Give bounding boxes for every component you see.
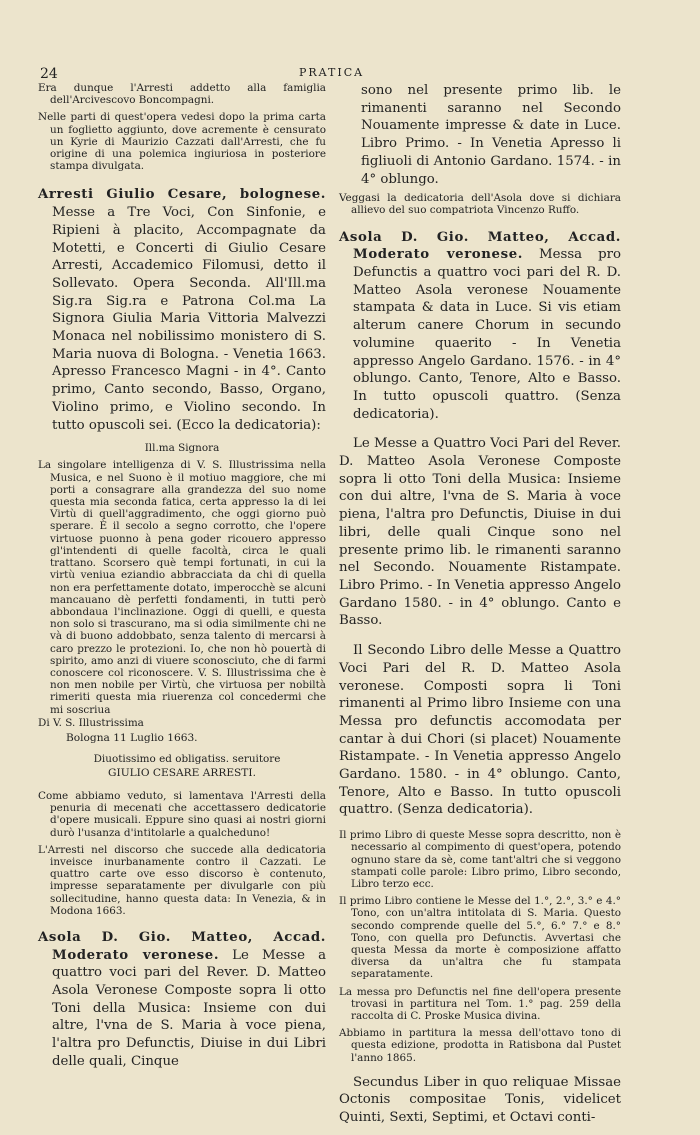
entry-heading: Asola D. Gio. Matteo, Accad. Moderato veronese. <box>339 229 621 263</box>
entry-heading: Asola D. Gio. Matteo, Accad. Moderato veronese. <box>38 929 326 963</box>
catalog-entry: Secundus Liber in quo reliquae Missae Octonis compositae Tonis, videlicet Quinti, Sexti, Septimi, et Octavi conti- <box>339 1074 621 1126</box>
note: Il primo Libro contiene le Messe del 1.°, 2.°, 3.° e 4.° Tono, con un'altra intitolata di S. Maria. Questo secondo comprende quelle del 5.°, 6.° 7.° e 8.° Tono, con quella pro Defunctis. Avvertasi che questa Messa da morte è composizione affatto diversa da un'altra che fu stampata separatamente. <box>339 895 621 981</box>
catalog-entry <box>339 229 621 424</box>
entry-text: Messe a Tre Voci, Con Sinfonie, e Ripieni à placito, Accompagnate da Motetti, e Concerti di Giulio Cesare Arresti, Accademico Filomusi, detto il Sollevato. Opera Seconda. All'Ill.ma Sig.ra Sig.ra e Patrona Col.ma La Signora Giulia Maria Vittoria Malvezzi Monaca nel nobilissimo monistero di S. Maria nuova di Bologna. - Venetia 1663. Apresso Francesco Magni - in 4°. Canto primo, Canto secondo, Basso, Organo, Violino primo, e Violino secondo. In tutto opuscoli sei. (Ecco la dedicatoria): <box>52 205 326 433</box>
note: Veggasi la dedicatoria dell'Asola dove si dichiara allievo del suo compatriota Vincenzo Ruffo. <box>339 192 621 217</box>
page-number: 24 <box>40 66 58 82</box>
note: Il primo Libro di queste Messe sopra descritto, non è necessario al compimento di quest'opera, potendo ognuno stare da sè, come tant'altri che si veggono stampati colle parole: Libro primo, Libro secondo, Libro terzo ecc. <box>339 829 621 890</box>
salutation: Ill.ma Signora <box>144 442 220 455</box>
signature: GIULIO CESARE ARRESTI. <box>108 766 256 779</box>
paragraph: Come abbiamo veduto, si lamentava l'Arresti della penuria di mecenati che accettassero dedicatorie d'opere musicali. Eppure sino quasi ai nostri giorni durò l'usanza d'intitolarle a qualcheduno! <box>38 789 326 839</box>
catalog-entry: Il Secondo Libro delle Messe a Quattro Voci Pari del R. D. Matteo Asola veronese. Composti sopra li Toni rimanenti al Primo libro Insieme con una Messa pro defunctis accomodata per cantar à dui Chori (si placet) Nouamente Ristampate. - In Venetia appresso Angelo Gardano. 1580. - in 4° oblungo. Canto, Tenore, Alto e Basso. In tutto opuscoli quattro. (Senza dedicatoria). <box>339 643 621 818</box>
catalog-entry: Le Messe a Quattro Voci Pari del Rever. D. Matteo Asola Veronese Composte sopra li otto Toni della Musica: Insieme con dui altre, l'vna de S. Maria à voce piena, l'altra pro Defunctis, Diuise in dui libri, delle quali Cinque sono nel presente primo lib. le rimanenti saranno nel Secondo. Nouamente Ristampate. Libro Primo. - In Venetia appresso Angelo Gardano 1580. - in 4° oblungo. Canto e Basso. <box>339 436 621 629</box>
closing-line: Di V. S. Illustrissima <box>38 716 144 729</box>
note: La messa pro Defunctis nel fine dell'opera presente trovasi in partitura nel Tom. 1.° pag. 259 della raccolta di C. Proske Musica divina. <box>339 985 621 1022</box>
dedication-text: La singolare intelligenza di V. S. Illustrissima nella Musica, e nel Suono è il motiuo maggiore, che mi porti a consagrare alla grandezza del suo nome questa mia seconda fatica, certa appresso la di lei Virtù di quell'aggradimento, che oggi giorno può sperare. È il secolo a segno corrotto, che l'opere virtuose puonno à pena goder ricouero appresso gl'intendenti di quelle facoltà, circa le quali trattano. Scorsero què tempi fortunati, in cui la virtù veniua eziandio abbracciata da chi di quella non era perfettamente dotato, imperocchè se alcuni mancauano dè perfetti fondamenti, in tutti però abbondaua l'inclinazione. Oggi di quelli, e questa non solo si trascurano, ma si odia similmente chi ne và di buono addobbato, senza talento di mercarsi à caro prezzo le protezioni. Io, che non hò pouertà di spirito, amo anzi di viuere sconosciuto, che di farmi conoscere col riconoscere. V. S. Illustrissima che è non men nobile per Virtù, che virtuosa per nobiltà rimeriti questa mia riuerenza col concedermi che mi soscriua <box>38 459 326 716</box>
running-title: PRATICA <box>299 66 365 79</box>
catalog-entry <box>38 186 326 434</box>
closing-formula: Diuotissimo ed obligatiss. seruitore <box>93 752 281 765</box>
note: Abbiamo in partitura la messa dell'ottavo tono di questa edizione, prodotta in Ratisbona dal Pustet l'anno 1865. <box>339 1027 621 1064</box>
paragraph: L'Arresti nel discorso che succede alla dedicatoria inveisce inurbanamente contro il Cazzati. Le quattro carte ove esso discorso è contenuto, impresse separatamente per divulgarle con più sollecitudine, hanno questa data: In Venezia, & in Modona 1663. <box>38 843 326 917</box>
entry-text: Le Messe a quattro voci pari del Rever. D. Matteo Asola Veronese Composte sopra li otto Toni della Musica: Insieme con dui altre, l'vna de S. Maria à voce piena, l'altra pro Defunctis, Diuise in dui Libri delle quali, Cinque <box>52 947 327 1069</box>
entry-heading: Arresti Giulio Cesare, bolognese. <box>38 187 326 203</box>
paragraph: Era dunque l'Arresti addetto alla famiglia dell'Arcivescovo Boncompagni. <box>38 82 326 107</box>
catalog-entry <box>38 929 326 1071</box>
paragraph: Nelle parti di quest'opera vedesi dopo la prima carta un foglietto aggiunto, dove acremente è censurato un Kyrie di Maurizio Cazzati dall'Arresti, che fu origine di una polemica ingiuriosa in posteriore stampa divulgata. <box>38 111 326 173</box>
right-column <box>339 82 621 1135</box>
entry-text: Messa pro Defunctis a quattro voci pari del R. D. Matteo Asola veronese Nouamente stampata & data in Luce. Si vis etiam alterum canere Chorum in secundo volumine quaerito - In Venetia appresso Angelo Gardano. 1576. - in 4° oblungo. Canto, Tenore, Alto e Basso. In tutto opuscoli quattro. (Senza dedicatoria). <box>353 247 621 422</box>
left-column <box>38 82 326 1079</box>
dedication-date: Bologna 11 Luglio 1663. <box>66 731 198 744</box>
entry-continuation: sono nel presente primo lib. le rimanenti saranno nel Secondo Nouamente impresse & date in Luce. Libro Primo. - In Venetia Apresso li figliuoli di Antonio Gardano. 1574. - in 4° oblungo. <box>361 83 621 187</box>
